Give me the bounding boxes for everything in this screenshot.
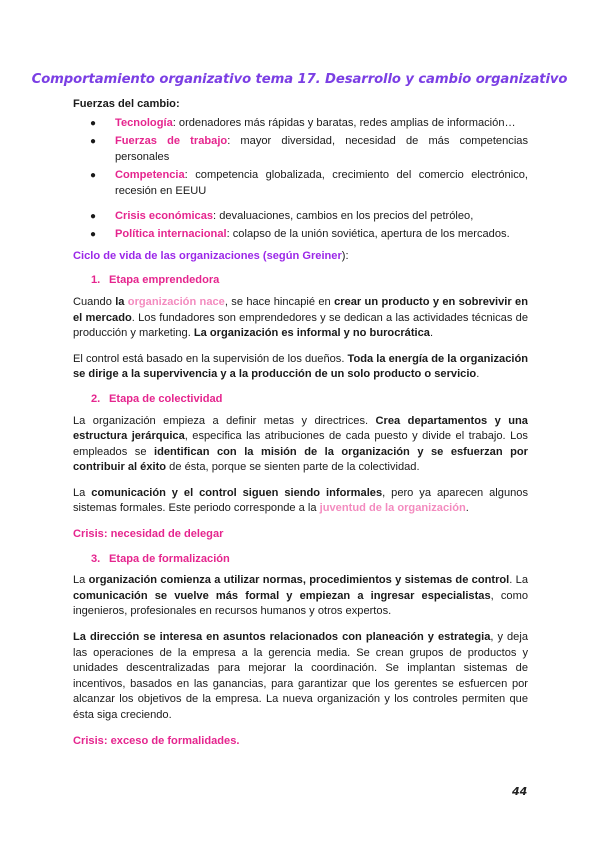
list-item (73, 134, 528, 165)
text-run: Cuando (73, 295, 116, 308)
text-run: , y deja las operaciones de la empresa a la gerencia media. Se crean grupos de productos y unidades descentralizadas para mejorar la coordinación. Se implantan sistemas de incentivos, basados en las ganancias, para garantizar que los gerentes se esfuercen por alcanzar los objetivos de la empresa. La nueva organización y los controles permiten que ésta siga creciendo. (73, 631, 528, 721)
text-run-bold: identifican con la misión de la organización y se esfuerzan por contribuir al éxito (73, 445, 529, 474)
ciclo-heading (73, 249, 528, 265)
bullet-icon: ● (90, 210, 97, 222)
text-run-bold: organización comienza a utilizar normas, procedimientos y sistemas de control (88, 574, 510, 587)
list-item-term: Política internacional (115, 228, 227, 241)
list-item-term: Crisis económicas (115, 209, 214, 222)
text-run: La organización empieza a definir metas y directrices. (73, 414, 376, 427)
text-run: . (429, 327, 434, 340)
text-run: La (73, 574, 89, 587)
highlight-text: organización nace (127, 295, 225, 308)
highlight-text: juventud de la organización (319, 502, 466, 515)
text-run-bold: Crea departamentos y una estructura jerárquica (73, 414, 528, 443)
list-item-term: Competencia (115, 169, 185, 182)
bullet-icon: ● (90, 136, 97, 148)
etapa1-heading (73, 273, 528, 289)
text-run: , pero ya aparecen algunos sistemas formales. Este periodo corresponde a la (73, 486, 528, 515)
text-run: de ésta, porque se sienten parte de la colectividad. (166, 461, 420, 474)
text-run-bold: comunicación se vuelve más formal y empiezan a ingresar especialistas (73, 589, 491, 602)
text-run-bold: La dirección se interesa en asuntos relacionados con planeación y estrategia (73, 631, 491, 644)
list-item-text: : ordenadores más rápidas y baratas, redes amplias de información… (172, 116, 516, 129)
etapa2-title: Etapa de colectividad (109, 392, 223, 405)
etapa2-heading (73, 392, 528, 408)
page-title: Comportamiento organizativo tema 17. Desarrollo y cambio organizativo (31, 72, 568, 87)
etapa3-paragraph-1 (73, 573, 528, 620)
list-item-text: : devaluaciones, cambios en los precios del petróleo, (213, 209, 474, 222)
text-run: El control está basado en la supervisión de los dueños. (73, 352, 348, 365)
text-run: , se hace hincapié en (224, 295, 335, 308)
bullet-icon: ● (90, 117, 97, 129)
text-run-bold: la (115, 295, 128, 308)
list-item (73, 168, 528, 199)
etapa3-number: 3. (91, 552, 101, 565)
ciclo-heading-text: Ciclo de vida de las organizaciones (según Greiner (73, 249, 342, 262)
text-run-bold: La organización es informal y no burocrática (193, 327, 430, 340)
bullet-icon: ● (90, 170, 97, 182)
etapa1-number: 1. (91, 274, 101, 287)
list-item (73, 227, 528, 243)
list-item-term: Fuerzas de trabajo (115, 135, 228, 148)
etapa3-paragraph-2 (73, 630, 528, 724)
bullet-icon: ● (90, 229, 97, 241)
text-run: , como ingenieros, profesionales en recursos humanos y otros expertos. (73, 589, 528, 618)
list-item (73, 209, 528, 225)
document-body (73, 97, 528, 749)
fuerzas-heading: Fuerzas del cambio: (73, 98, 180, 110)
page-number: 44 (512, 785, 528, 798)
etapa3-crisis: Crisis: exceso de formalidades. (73, 734, 240, 747)
text-run-bold: comunicación y el control siguen siendo informales (91, 486, 383, 499)
etapa2-paragraph-1 (73, 414, 528, 476)
etapa1-title: Etapa emprendedora (109, 274, 220, 287)
list-item-text: : competencia globalizada, crecimiento del comercio electrónico, recesión en EEUU (115, 169, 528, 197)
text-run: . (476, 368, 480, 381)
text-run: La (73, 486, 92, 499)
list-item-text: : colapso de la unión soviética, apertura de los mercados. (226, 228, 510, 241)
text-run: . (465, 502, 469, 515)
etapa1-paragraph-1 (73, 295, 528, 342)
etapa1-paragraph-2 (73, 352, 528, 383)
text-run: . La (509, 574, 528, 587)
etapa3-heading (73, 552, 528, 568)
text-run: , especifica las atribuciones de cada puesto y divide el trabajo. Los empleados se (73, 430, 528, 458)
etapa2-number: 2. (91, 392, 101, 405)
list-item-text: : mayor diversidad, necesidad de más competencias personales (115, 135, 529, 163)
list-item-term: Tecnología (115, 116, 173, 129)
text-run: . Los fundadores son emprendedores y se dedican a las actividades técnicas de producción y marketing. (73, 311, 529, 340)
list-item (73, 116, 528, 132)
fuerzas-list (73, 116, 528, 243)
ciclo-heading-end: ): (341, 249, 349, 262)
etapa2-paragraph-2 (73, 486, 528, 517)
text-run-bold: Toda la energía de la organización se dirige a la supervivencia y a la producción de un solo producto o servicio (73, 352, 528, 381)
text-run-bold: crear un producto y en sobrevivir en el mercado (73, 295, 528, 324)
etapa2-crisis: Crisis: necesidad de delegar (73, 528, 224, 541)
etapa3-title: Etapa de formalización (109, 552, 230, 565)
